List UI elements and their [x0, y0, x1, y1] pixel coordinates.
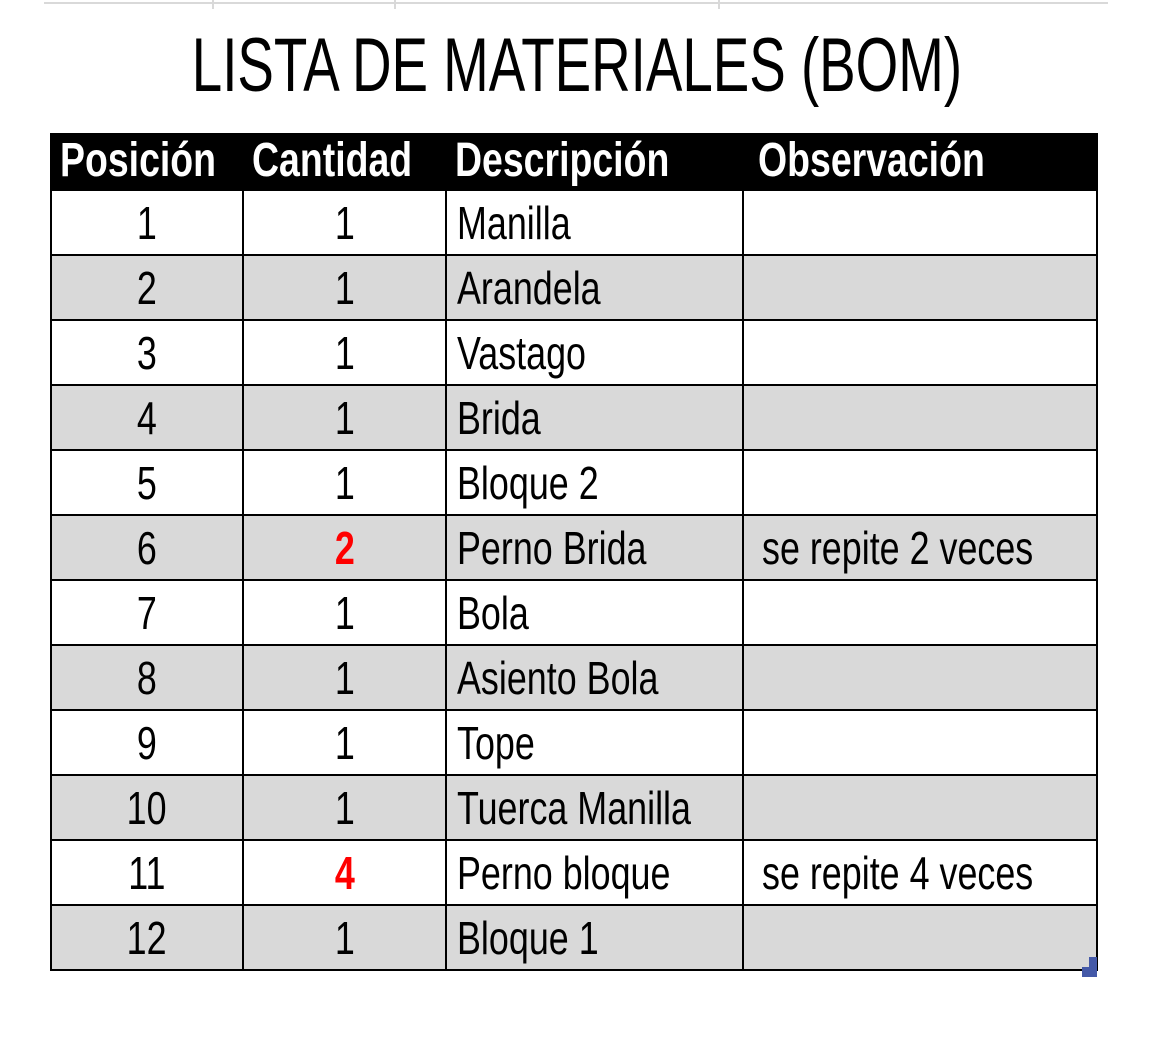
cell-descripcion[interactable] — [447, 451, 744, 514]
table-row — [52, 839, 1096, 904]
cell-observacion[interactable] — [744, 321, 1096, 384]
column-header-text: Observación — [758, 134, 985, 187]
cell-observacion[interactable] — [744, 191, 1096, 254]
cell-descripcion[interactable] — [447, 711, 744, 774]
cell-text: 11 — [128, 846, 166, 899]
column-header-posicion[interactable] — [52, 133, 244, 189]
cell-text: 1 — [137, 196, 157, 249]
cell-posicion[interactable] — [52, 581, 244, 644]
cell-text: 6 — [137, 521, 157, 574]
cell-text: 4 — [334, 846, 355, 899]
cell-text: 12 — [127, 911, 167, 964]
cell-text: 5 — [137, 456, 157, 509]
cell-text: 1 — [334, 391, 355, 444]
cell-text: 1 — [334, 196, 355, 249]
cell-observacion[interactable] — [744, 581, 1096, 644]
cell-posicion[interactable] — [52, 841, 244, 904]
cell-text: 3 — [137, 326, 157, 379]
cell-cantidad[interactable] — [244, 776, 447, 839]
cell-descripcion[interactable] — [447, 516, 744, 579]
cell-text: 9 — [137, 716, 157, 769]
table-row — [52, 644, 1096, 709]
cell-text: Brida — [457, 391, 541, 444]
cell-text: Tope — [457, 716, 535, 769]
column-header-text: Descripción — [455, 134, 670, 187]
cell-cantidad[interactable] — [244, 646, 447, 709]
cell-posicion[interactable] — [52, 191, 244, 254]
table-row — [52, 579, 1096, 644]
cell-text: 1 — [334, 586, 355, 639]
cell-descripcion[interactable] — [447, 906, 744, 969]
cell-posicion[interactable] — [52, 906, 244, 969]
cell-text: Asiento Bola — [457, 651, 659, 704]
cell-text: 1 — [334, 651, 355, 704]
table-row — [52, 189, 1096, 254]
cell-text: 1 — [334, 781, 355, 834]
cell-observacion[interactable] — [744, 711, 1096, 774]
cell-posicion[interactable] — [52, 386, 244, 449]
cell-text: 7 — [137, 586, 157, 639]
cell-text: 2 — [334, 521, 355, 574]
cell-descripcion[interactable] — [447, 776, 744, 839]
top-gridline — [44, 2, 1108, 4]
cell-cantidad[interactable] — [244, 906, 447, 969]
cell-cantidad[interactable] — [244, 451, 447, 514]
cell-descripcion[interactable] — [447, 321, 744, 384]
cell-cantidad[interactable] — [244, 386, 447, 449]
cell-text: 10 — [127, 781, 167, 834]
cell-posicion[interactable] — [52, 711, 244, 774]
cell-text: Bola — [457, 586, 529, 639]
page-title-text: LISTA DE MATERIALES (BOM) — [191, 23, 963, 108]
cell-text: Perno bloque — [457, 846, 671, 899]
cell-posicion[interactable] — [52, 321, 244, 384]
cell-text: Perno Brida — [457, 521, 647, 574]
cell-cantidad[interactable] — [244, 191, 447, 254]
cell-text: 8 — [137, 651, 157, 704]
cell-text: 1 — [334, 326, 355, 379]
cell-observacion[interactable] — [744, 906, 1096, 969]
cell-text: 1 — [334, 911, 355, 964]
table-row — [52, 774, 1096, 839]
bom-table — [50, 133, 1098, 971]
column-header-cantidad[interactable] — [244, 133, 447, 189]
cell-descripcion[interactable] — [447, 256, 744, 319]
cell-posicion[interactable] — [52, 451, 244, 514]
cell-text: Bloque 1 — [457, 911, 599, 964]
cell-descripcion[interactable] — [447, 646, 744, 709]
cell-text: se repite 4 veces — [762, 846, 1034, 899]
top-gridline-stub — [212, 0, 214, 9]
cell-observacion[interactable] — [744, 841, 1096, 904]
cell-cantidad[interactable] — [244, 516, 447, 579]
table-row — [52, 254, 1096, 319]
column-header-observacion[interactable] — [744, 133, 1096, 189]
cell-posicion[interactable] — [52, 646, 244, 709]
cell-descripcion[interactable] — [447, 841, 744, 904]
column-header-descripcion[interactable] — [447, 133, 744, 189]
cell-observacion[interactable] — [744, 516, 1096, 579]
cell-descripcion[interactable] — [447, 386, 744, 449]
cell-observacion[interactable] — [744, 451, 1096, 514]
cell-text: 4 — [137, 391, 157, 444]
cell-cantidad[interactable] — [244, 321, 447, 384]
cell-cantidad[interactable] — [244, 841, 447, 904]
table-header-row — [52, 133, 1096, 189]
cell-observacion[interactable] — [744, 386, 1096, 449]
top-gridline-stub — [718, 0, 720, 9]
cell-text: 1 — [334, 456, 355, 509]
table-row — [52, 449, 1096, 514]
cell-text: Bloque 2 — [457, 456, 599, 509]
top-gridline-stub — [394, 0, 396, 9]
table-row — [52, 514, 1096, 579]
column-header-text: Cantidad — [252, 134, 413, 187]
cell-descripcion[interactable] — [447, 191, 744, 254]
fill-handle-icon[interactable] — [1082, 957, 1097, 977]
cell-posicion[interactable] — [52, 516, 244, 579]
cell-text: Tuerca Manilla — [457, 781, 691, 834]
cell-text: 2 — [137, 261, 157, 314]
cell-cantidad[interactable] — [244, 581, 447, 644]
fill-handle-steps — [1082, 957, 1097, 977]
cell-observacion[interactable] — [744, 776, 1096, 839]
cell-text: se repite 2 veces — [762, 521, 1034, 574]
table-row — [52, 319, 1096, 384]
cell-cantidad[interactable] — [244, 711, 447, 774]
table-row — [52, 709, 1096, 774]
column-header-text: Posición — [60, 134, 217, 187]
cell-observacion[interactable] — [744, 646, 1096, 709]
cell-posicion[interactable] — [52, 776, 244, 839]
cell-text: Vastago — [457, 326, 587, 379]
cell-descripcion[interactable] — [447, 581, 744, 644]
cell-cantidad[interactable] — [244, 256, 447, 319]
cell-text: 1 — [334, 716, 355, 769]
page-title — [0, 22, 1154, 109]
cell-posicion[interactable] — [52, 256, 244, 319]
cell-text: 1 — [334, 261, 355, 314]
cell-observacion[interactable] — [744, 256, 1096, 319]
table-row — [52, 384, 1096, 449]
table-row — [52, 904, 1096, 969]
cell-text: Arandela — [457, 261, 601, 314]
cell-text: Manilla — [457, 196, 571, 249]
